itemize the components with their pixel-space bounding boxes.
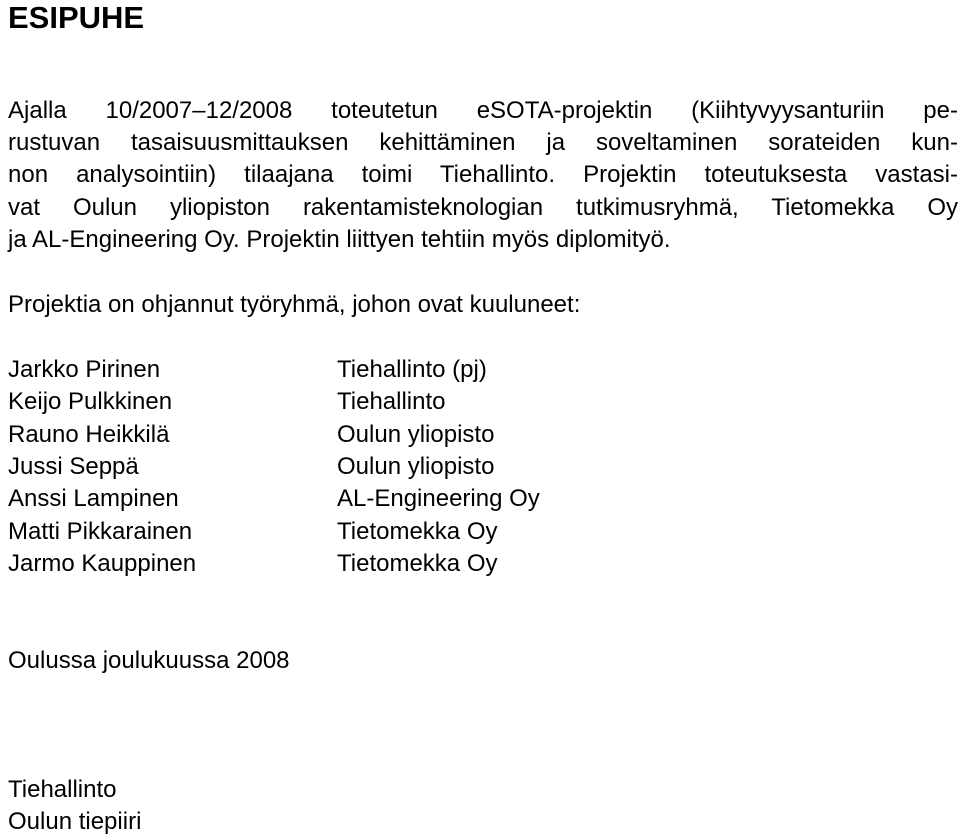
member-org: Tietomekka Oy [337, 550, 498, 577]
intro-line-3: non analysointiin) tilaajana toimi Tiehallinto. Projektin toteutuksesta vastasi- [8, 161, 958, 188]
signature-line-2: Oulun tiepiiri [8, 808, 142, 835]
member-org: Oulun yliopisto [337, 421, 495, 448]
intro-line-5: ja AL-Engineering Oy. Projektin liittyen tehtiin myös diplomityö. [8, 226, 671, 253]
signature-line-1: Tiehallinto [8, 776, 117, 803]
member-org: Oulun yliopisto [337, 453, 495, 480]
member-name: Matti Pikkarainen [8, 518, 193, 545]
member-name: Rauno Heikkilä [8, 421, 170, 448]
intro-line-4: vat Oulun yliopiston rakentamisteknologian tutkimusryhmä, Tietomekka Oy [8, 194, 958, 221]
member-org: Tietomekka Oy [337, 518, 498, 545]
member-name: Jussi Seppä [8, 453, 139, 480]
page-title: ESIPUHE [8, 0, 145, 35]
intro-line-1: Ajalla 10/2007–12/2008 toteutetun eSOTA-projektin (Kiihtyvyysanturiin pe- [8, 97, 958, 124]
member-name: Jarmo Kauppinen [8, 550, 197, 577]
member-name: Keijo Pulkkinen [8, 388, 173, 415]
place-date: Oulussa joulukuussa 2008 [8, 647, 290, 674]
intro-line-2: rustuvan tasaisuusmittauksen kehittäminen ja soveltaminen sorateiden kun- [8, 129, 958, 156]
group-intro: Projektia on ohjannut työryhmä, johon ovat kuuluneet: [8, 291, 581, 318]
member-org: Tiehallinto (pj) [337, 356, 487, 383]
member-name: Jarkko Pirinen [8, 356, 161, 383]
member-org: Tiehallinto [337, 388, 446, 415]
member-org: AL-Engineering Oy [337, 485, 540, 512]
member-name: Anssi Lampinen [8, 485, 179, 512]
